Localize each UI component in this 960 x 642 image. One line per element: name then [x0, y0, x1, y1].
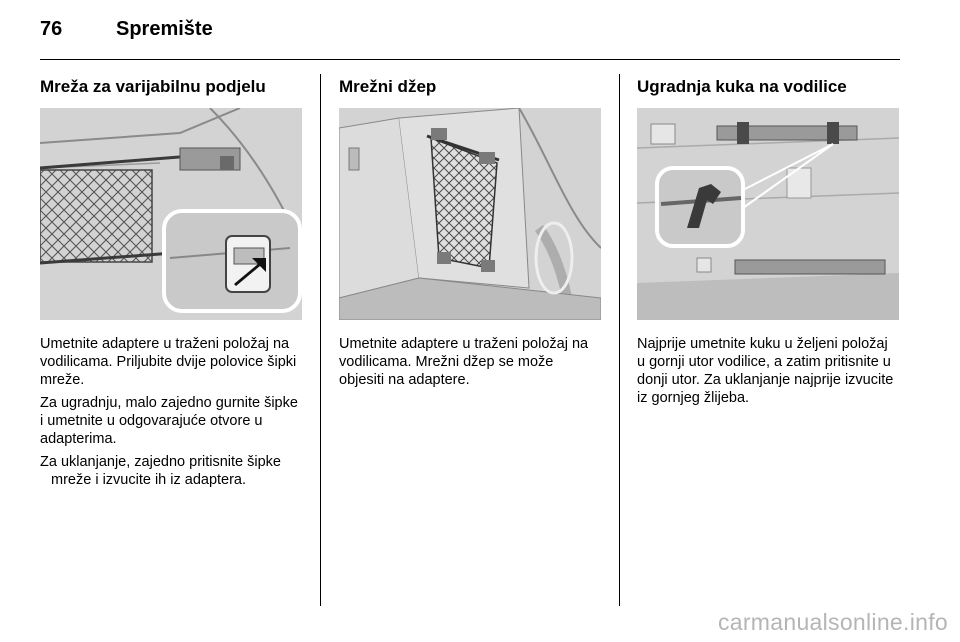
column-divider-2 — [619, 74, 620, 606]
section-variable-divider-net — [40, 74, 302, 494]
header-divider — [40, 59, 900, 60]
section-body — [637, 335, 899, 407]
illustration-net-pocket — [339, 108, 601, 320]
illustration-divider-net — [40, 108, 302, 320]
page-header — [40, 18, 900, 58]
paragraph: Najprije umetnite kuku u željeni položaj u gornji utor vodilice, a zatim pritisnite u donji utor. Za uklanjanje najprije izvucite iz gornjeg žlijeba. — [637, 336, 894, 406]
section-heading: Mrežni džep — [339, 77, 437, 96]
column-divider-1 — [320, 74, 321, 606]
illustration-hook-install — [637, 108, 899, 320]
section-body — [40, 335, 302, 489]
section-hook-install — [637, 74, 899, 412]
paragraph: Umetnite adaptere u traženi položaj na vodilicama. Mrežni džep se može objesiti na adaptere. — [339, 336, 589, 388]
watermark: carmanualsonline.info — [717, 609, 948, 635]
section-heading: Ugradnja kuka na vodilice — [637, 77, 847, 96]
section-heading: Mreža za varijabilnu podjelu — [40, 77, 266, 96]
page-title: Spremište — [116, 18, 213, 40]
section-net-pocket — [339, 74, 601, 394]
page-number: 76 — [40, 18, 63, 40]
paragraph: Umetnite adaptere u traženi položaj na vodilicama. Priljubite dvije polovice šipki mreže. — [40, 336, 297, 388]
paragraph: Za ugradnju, malo zajedno gurnite šipke i umetnite u odgovarajuće otvore u adapterima. — [40, 395, 298, 447]
section-body — [339, 335, 601, 389]
paragraph: Za uklanjanje, zajedno pritisnite šipke mreže i izvucite ih iz adaptera. — [40, 454, 281, 488]
